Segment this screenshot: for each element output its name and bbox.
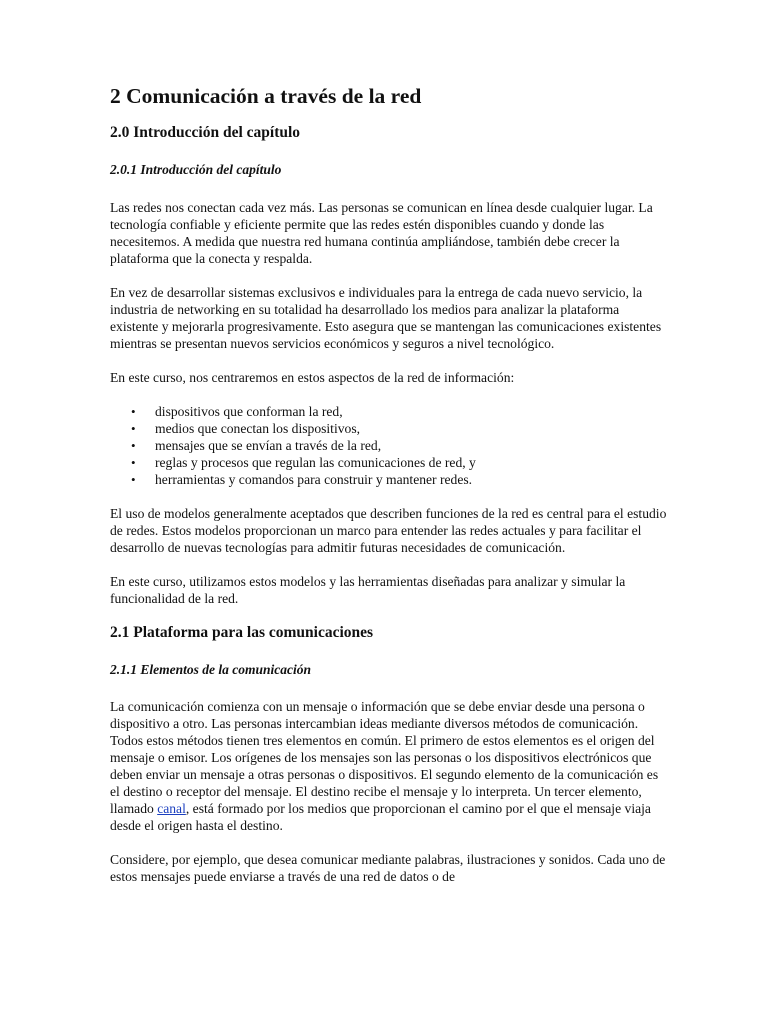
paragraph-6	[110, 698, 670, 834]
paragraph-3: En este curso, nos centraremos en estos aspectos de la red de información:	[110, 369, 515, 385]
list-item: • medios que conectan los dispositivos,	[110, 420, 670, 437]
canal-link[interactable]: canal	[157, 801, 186, 817]
paragraph-6-text-end: , está formado por los medios que proporcionan el camino por el que el mensaje viaja desde el origen hasta el destino.	[110, 801, 651, 834]
list-item: • herramientas y comandos para construir y mantener redes.	[110, 471, 670, 488]
section-2-1-1-heading: 2.1.1 Elementos de la comunicación	[110, 662, 311, 678]
paragraph-6-text-start: La comunicación comienza con un mensaje o información que se debe enviar desde una persona o dispositivo a otro. Las personas intercambian ideas mediante diversos métodos de comunicación. Todos estos métodos tienen tres elementos en común. El primero de estos elementos es el origen del mensaje o emisor. Los orígenes de los mensajes son las personas o los dispositivos electrónicos que deben enviar un mensaje a otras personas o dispositivos. El segundo elemento de la comunicación es el destino o receptor del mensaje. El destino recibe el mensaje y lo interpreta. Un tercer elemento, llamado	[110, 699, 659, 817]
aspects-list	[110, 403, 670, 488]
list-item: • reglas y procesos que regulan las comunicaciones de red, y	[110, 454, 670, 471]
section-2-0-heading: 2.0 Introducción del capítulo	[110, 123, 301, 141]
page-title: 2 Comunicación a través de la red	[110, 84, 422, 108]
paragraph-4: El uso de modelos generalmente aceptados que describen funciones de la red es central para el estudio de redes. Estos modelos proporcionan un marco para entender las redes actuales y para facilitar el desarrollo de nuevas tecnologías para admitir futuras necesidades de comunicación.	[110, 505, 667, 555]
paragraph-5: En este curso, utilizamos estos modelos y las herramientas diseñadas para analizar y simular la funcionalidad de la red.	[110, 573, 626, 606]
paragraph-1: Las redes nos conectan cada vez más. Las personas se comunican en línea desde cualquier lugar. La tecnología confiable y eficiente permite que las redes estén disponibles cuando y donde las necesitemos. A medida que nuestra red humana continúa ampliándose, también debe crecer la plataforma que la conecta y respalda.	[110, 199, 653, 266]
section-2-1-heading: 2.1 Plataforma para las comunicaciones	[110, 623, 374, 641]
list-item: • dispositivos que conforman la red,	[110, 403, 670, 420]
paragraph-2: En vez de desarrollar sistemas exclusivos e individuales para la entrega de cada nuevo servicio, la industria de networking en su totalidad ha desarrollado los medios para analizar la plataforma existente y mejorarla progresivamente. Esto asegura que se mantengan las comunicaciones existentes mientras se presentan nuevos servicios económicos y seguros a nivel tecnológico.	[110, 284, 662, 351]
paragraph-7: Considere, por ejemplo, que desea comunicar mediante palabras, ilustraciones y sonidos. Cada uno de estos mensajes puede enviarse a través de una red de datos o de	[110, 852, 666, 885]
section-2-0-1-heading: 2.0.1 Introducción del capítulo	[110, 162, 282, 178]
document-content	[110, 84, 670, 902]
list-item: • mensajes que se envían a través de la red,	[110, 437, 670, 454]
